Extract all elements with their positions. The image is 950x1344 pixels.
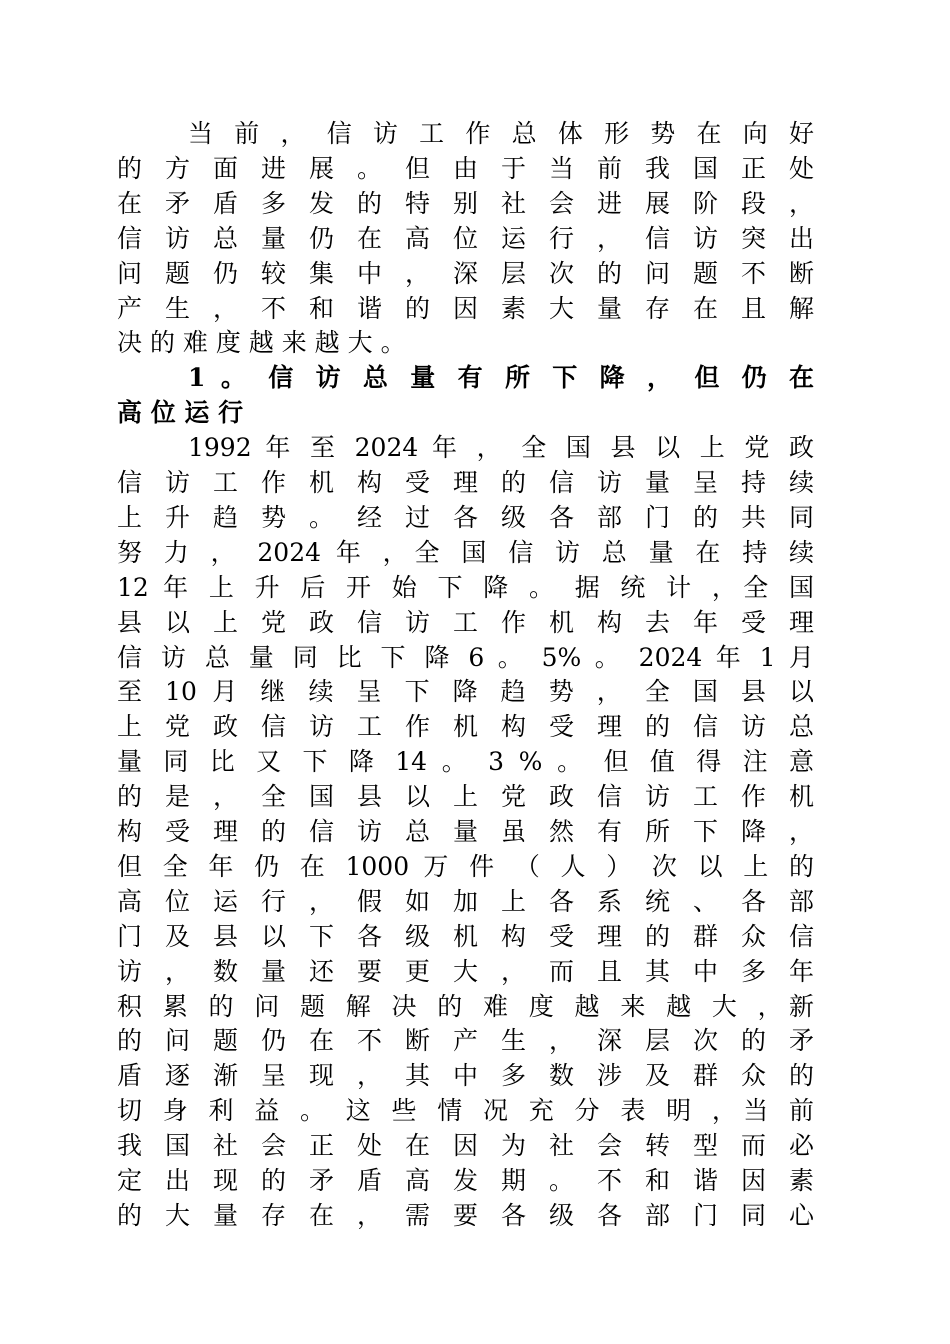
paragraph-line: 信 访 工 作 机 构 受 理 的 信 访 量 呈 持 续: [117, 468, 814, 497]
paragraph-line: 问 题 仍 较 集 中 ， 深 层 次 的 问 题 不 断: [117, 258, 814, 288]
paragraph-line: 定 出 现 的 矛 盾 高 发 期 。 不 和 谐 因 素: [117, 1166, 814, 1195]
paragraph-line: 县 以 上 党 政 信 访 工 作 机 构 去 年 受 理: [117, 607, 814, 637]
paragraph-line: 构 受 理 的 信 访 总 量 虽 然 有 所 下 降 ，: [117, 817, 814, 846]
paragraph-line: 至 10 月 继 续 呈 下 降 趋 势 ， 全 国 县 以: [117, 677, 814, 707]
paragraph-line: 的 大 量 存 在 ， 需 要 各 级 各 部 门 同 心: [117, 1200, 814, 1230]
paragraph-line: 决 的 难 度 越 来 越 大 。: [117, 328, 406, 358]
paragraph-line: 的 问 题 仍 在 不 断 产 生 ， 深 层 次 的 矛: [117, 1026, 814, 1056]
paragraph-line: 量 同 比 又 下 降 14 。 3 % 。 但 值 得 注 意: [117, 747, 814, 777]
paragraph-line: 盾 逐 渐 呈 现 ， 其 中 多 数 涉 及 群 众 的: [117, 1061, 814, 1091]
section-heading-line: 1 。 信 访 总 量 有 所 下 降 ， 但 仍 在: [188, 363, 814, 393]
section-heading-line: 高 位 运 行: [117, 398, 244, 428]
paragraph-line: 但 全 年 仍 在 1000 万 件 （ 人 ） 次 以 上 的: [117, 851, 814, 881]
paragraph-line: 12 年 上 升 后 开 始 下 降 。 据 统 计 ，全 国: [117, 572, 814, 602]
paragraph-line: 在 矛 盾 多 发 的 特 别 社 会 进 展 阶 段 ，: [117, 188, 814, 218]
paragraph-line: 1992 年 至 2024 年 ， 全 国 县 以 上 党 政: [188, 433, 814, 463]
paragraph-line: 信 访 总 量 仍 在 高 位 运 行 ， 信 访 突 出: [117, 223, 814, 253]
paragraph-line: 上 升 趋 势 。 经 过 各 级 各 部 门 的 共 同: [117, 502, 814, 532]
paragraph-line: 的 方 面 进 展 。 但 由 于 当 前 我 国 正 处: [117, 153, 814, 183]
paragraph-line: 努 力 ， 2024 年 ，全 国 信 访 总 量 在 持 续: [117, 537, 814, 567]
paragraph-line: 高 位 运 行 ， 假 如 加 上 各 系 统 、 各 部: [117, 886, 814, 916]
paragraph-line: 上 党 政 信 访 工 作 机 构 受 理 的 信 访 总: [117, 712, 814, 742]
paragraph-line: 访 ， 数 量 还 要 更 大 ， 而 且 其 中 多 年: [117, 956, 814, 986]
paragraph-line: 门 及 县 以 下 各 级 机 构 受 理 的 群 众 信: [117, 921, 814, 951]
paragraph-line: 当 前 ， 信 访 工 作 总 体 形 势 在 向 好: [188, 119, 814, 148]
paragraph-line: 我 国 社 会 正 处 在 因 为 社 会 转 型 而 必: [117, 1131, 814, 1161]
paragraph-line: 产 生 ， 不 和 谐 的 因 素 大 量 存 在 且 解: [117, 293, 814, 323]
paragraph-line: 切 身 利 益 。 这 些 情 况 充 分 表 明 ，当 前: [117, 1096, 814, 1126]
paragraph-line: 的 是 ， 全 国 县 以 上 党 政 信 访 工 作 机: [117, 782, 814, 812]
paragraph-line: 信 访 总 量 同 比 下 降 6 。 5% 。 2024 年 1 月: [117, 642, 814, 672]
paragraph-line: 积 累 的 问 题 解 决 的 难 度 越 来 越 大 ，新: [117, 991, 814, 1021]
